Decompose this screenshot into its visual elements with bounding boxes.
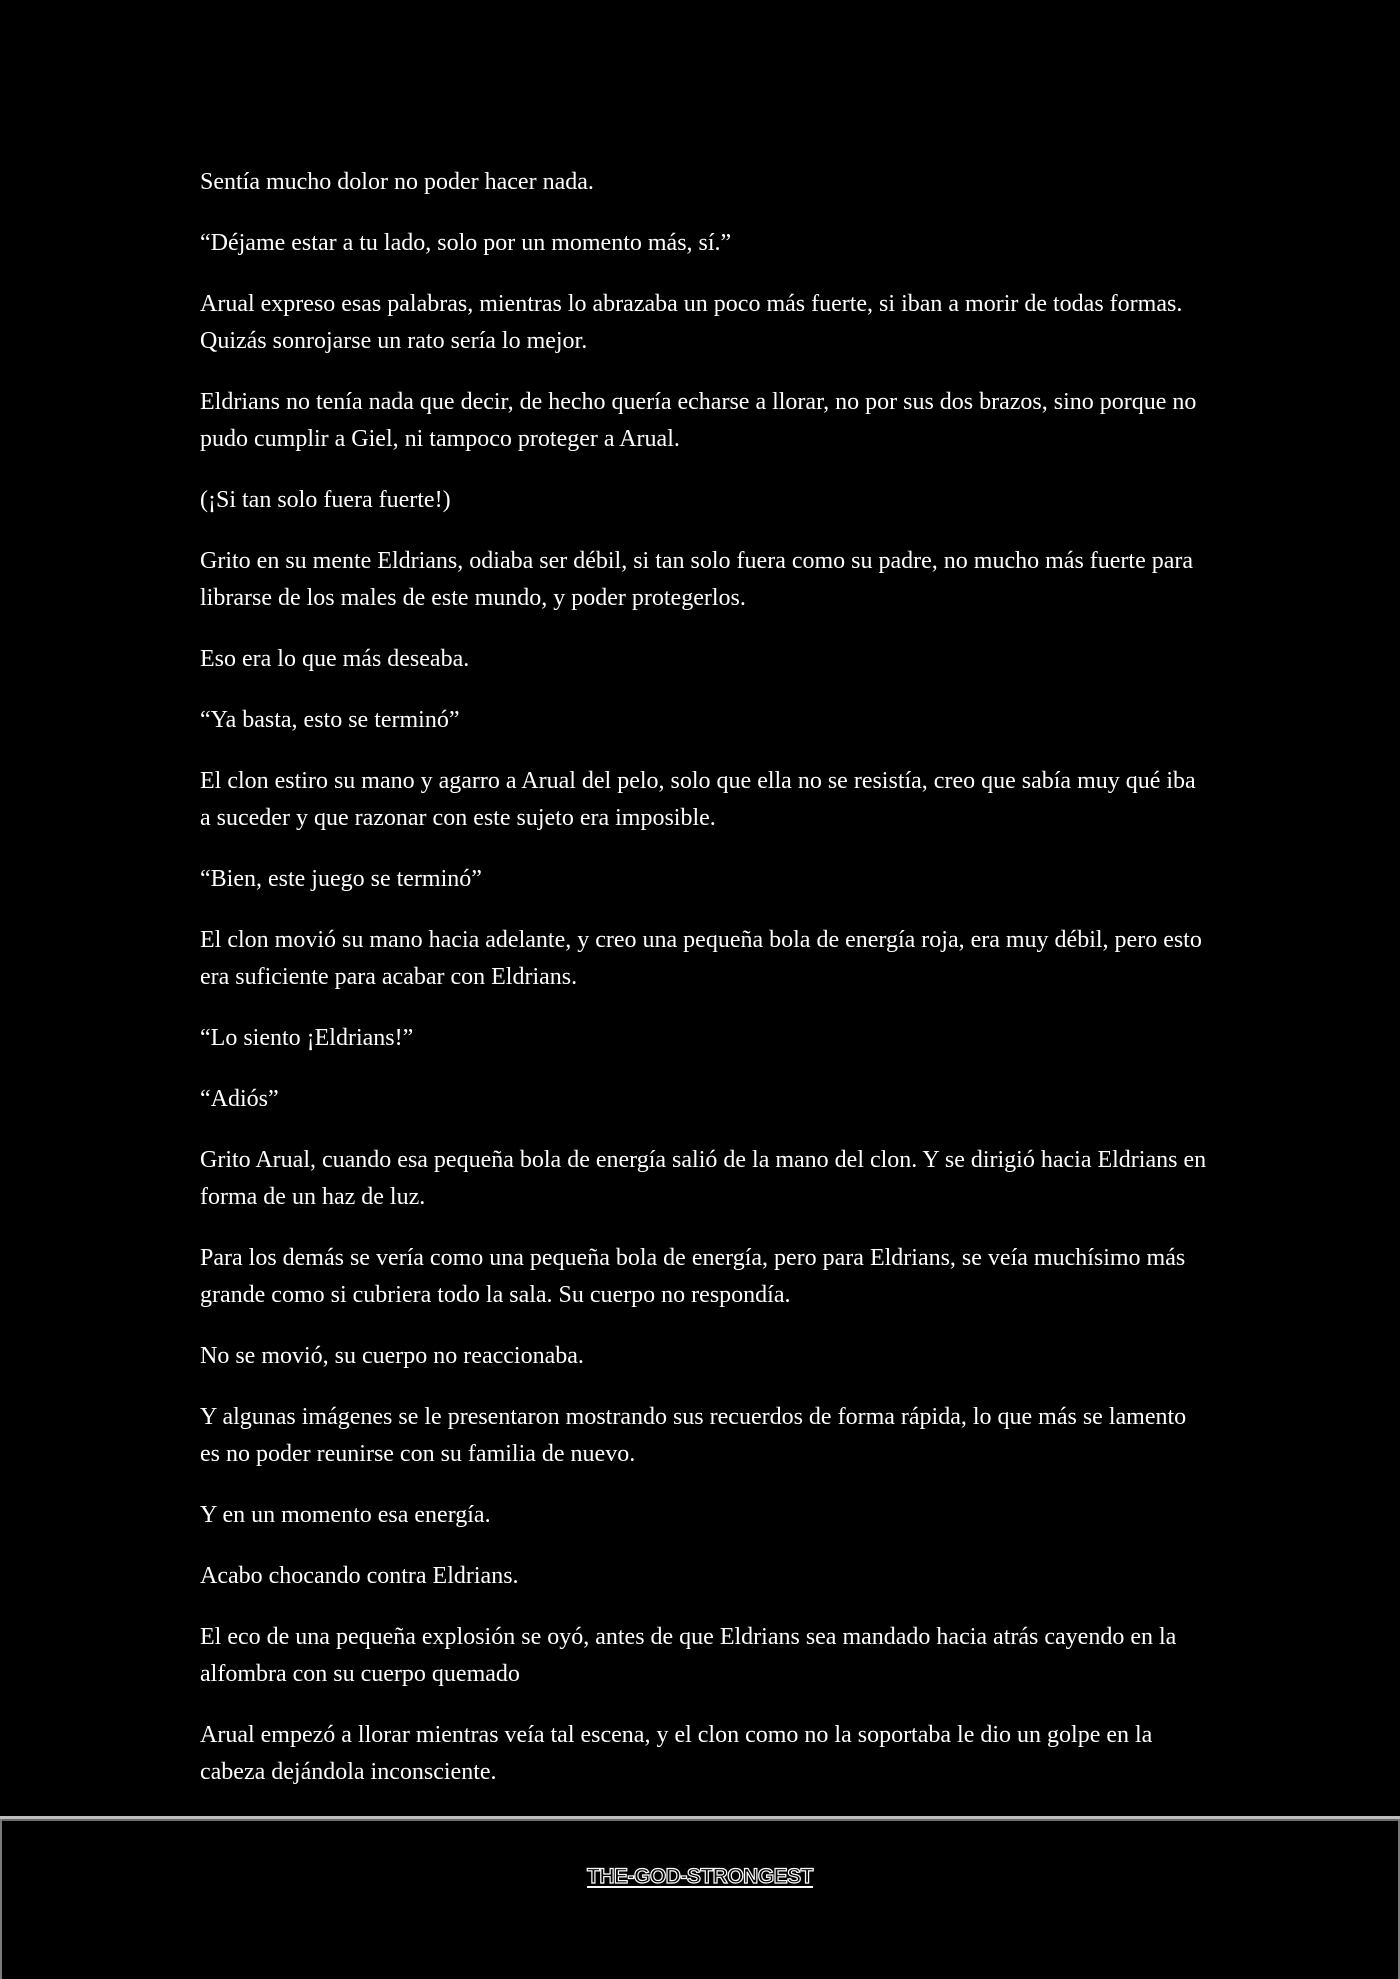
paragraph-6: Grito en su mente Eldrians, odiaba ser débil, si tan solo fuera como su padre, no mucho más fuerte para librarse de los males de este mundo, y poder protegerlos. xyxy=(200,548,1194,611)
footer-watermark: THE-GOD-STRONGEST xyxy=(587,1865,813,1888)
paragraph-16: No se movió, su cuerpo no reaccionaba. xyxy=(200,1343,584,1369)
paragraph-8: “Ya basta, esto se terminó” xyxy=(200,707,460,733)
paragraph-7: Eso era lo que más deseaba. xyxy=(200,646,470,672)
story-text xyxy=(200,164,1210,1815)
paragraph-1: Sentía mucho dolor no poder hacer nada. xyxy=(200,169,594,195)
paragraph-13: “Adiós” xyxy=(200,1086,279,1112)
paragraph-17: Y algunas imágenes se le presentaron mostrando sus recuerdos de forma rápida, lo que más se lamento es no poder reunirse con su familia de nuevo. xyxy=(200,1404,1187,1467)
paragraph-10: “Bien, este juego se terminó” xyxy=(200,866,482,892)
paragraph-4: Eldrians no tenía nada que decir, de hecho quería echarse a llorar, no por sus dos brazos, sino porque no pudo cumplir a Giel, ni tampoco proteger a Arual. xyxy=(200,389,1197,452)
paragraph-20: El eco de una pequeña explosión se oyó, antes de que Eldrians sea mandado hacia atrás cayendo en la alfombra con su cuerpo quemado xyxy=(200,1624,1177,1687)
paragraph-12: “Lo siento ¡Eldrians!” xyxy=(200,1025,414,1051)
paragraph-15: Para los demás se vería como una pequeña bola de energía, pero para Eldrians, se veía muchísimo más grande como si cubriera todo la sala. Su cuerpo no respondía. xyxy=(200,1245,1186,1308)
paragraph-19: Acabo chocando contra Eldrians. xyxy=(200,1563,519,1589)
paragraph-14: Grito Arual, cuando esa pequeña bola de energía salió de la mano del clon. Y se dirigió hacia Eldrians en forma de un haz de luz. xyxy=(200,1147,1207,1210)
footer-bar xyxy=(0,1816,1400,1979)
paragraph-2: “Déjame estar a tu lado, solo por un momento más, sí.” xyxy=(200,230,732,256)
paragraph-5: (¡Si tan solo fuera fuerte!) xyxy=(200,487,451,513)
paragraph-11: El clon movió su mano hacia adelante, y creo una pequeña bola de energía roja, era muy débil, pero esto era suficiente para acabar con Eldrians. xyxy=(200,927,1202,990)
paragraph-9: El clon estiro su mano y agarro a Arual del pelo, solo que ella no se resistía, creo que sabía muy qué iba a suceder y que razonar con este sujeto era imposible. xyxy=(200,768,1196,831)
paragraph-3: Arual expreso esas palabras, mientras lo abrazaba un poco más fuerte, si iban a morir de todas formas. Quizás sonrojarse un rato sería lo mejor. xyxy=(200,291,1183,354)
paragraph-18: Y en un momento esa energía. xyxy=(200,1502,491,1528)
paragraph-21: Arual empezó a llorar mientras veía tal escena, y el clon como no la soportaba le dio un golpe en la cabeza dejándola inconsciente. xyxy=(200,1722,1153,1785)
